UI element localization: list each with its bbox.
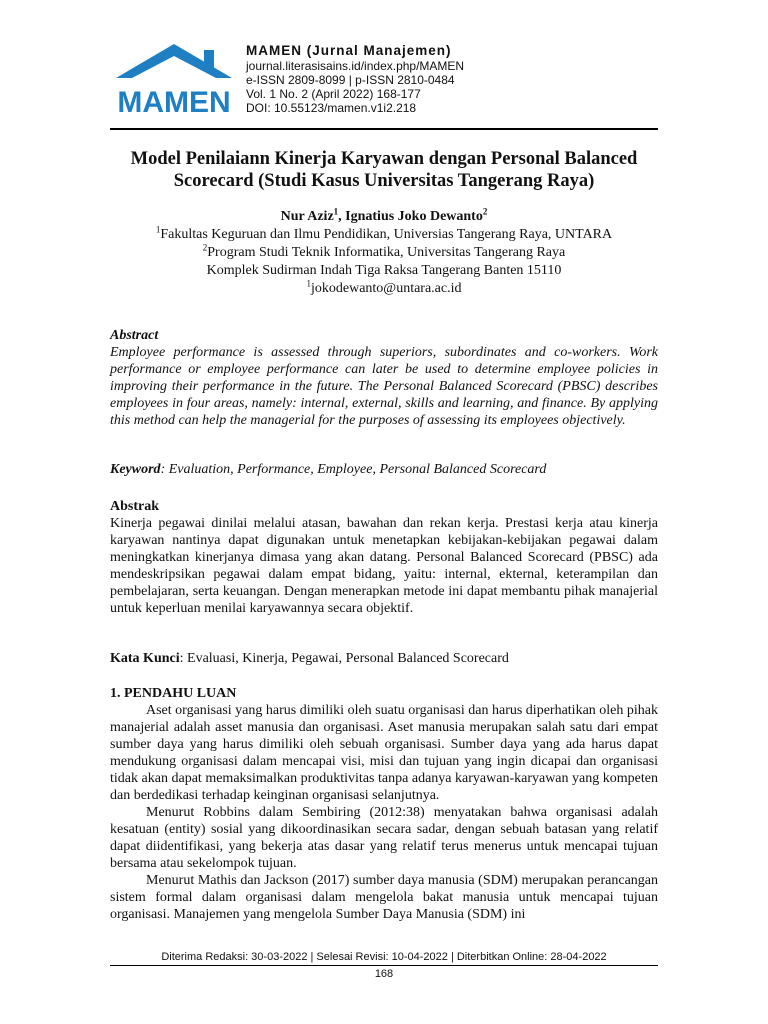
- aff2-text: Program Studi Teknik Informatika, Universitas Tangerang Raya: [207, 245, 566, 260]
- author-block: [110, 208, 658, 298]
- page-number: 168: [374, 968, 394, 980]
- aff1-text: Fakultas Keguruan dan Ilmu Pendidikan, Universias Tangerang Raya, UNTARA: [160, 227, 613, 242]
- author-separator: ,: [338, 209, 346, 224]
- affiliation-2: [110, 244, 658, 262]
- keyword-line: [110, 461, 658, 478]
- abstrak-section: [110, 498, 658, 617]
- footer-divider: [110, 965, 658, 966]
- abstrak-heading: Abstrak: [110, 499, 160, 514]
- keyword-text: : Evaluation, Performance, Employee, Personal Balanced Scorecard: [160, 462, 547, 477]
- paragraph: Menurut Mathis dan Jackson (2017) sumber daya manusia (SDM) merupakan perancangan sistem formal dalam organisasi dalam mengelola bakat manusia untuk mencapai tujuan organisasi. Manajemen yang mengelola Sumber Daya Manusia (SDM) ini: [110, 873, 658, 922]
- paper-title: [110, 148, 658, 192]
- header-divider: [110, 128, 658, 130]
- aff1-sup: 1: [155, 224, 161, 235]
- journal-name: MAMEN (Jurnal Manajemen): [246, 43, 452, 58]
- abstract-text: Employee performance is assessed through superiors, subordinates and co-workers. Work performance or employee performance can later be used to determine employee policies in improving their performance in the future. The Personal Balanced Scorecard (PBSC) describes employees in four areas, namely: internal, external, skills and learning, and finance. By applying this method can help the managerial for the purposes of assessing its employees objectively.: [110, 345, 658, 428]
- abstrak-text: Kinerja pegawai dinilai melalui atasan, bawahan dan rekan kerja. Prestasi kerja atau kinerja karyawan nantinya dapat digunakan untuk menetapkan kebijakan-kebijakan pegawai dalam meningkatkan kinerjanya dimasa yang akan datang. Personal Balanced Scorecard (PBSC) ada mendeskripsikan pegawai dalam empat bidang, yaitu: internal, ekternal, keterampilan dan pembelajaran, serta keuangan. Dengan menerapkan metode ini dapat membantu pihak manajerial untuk keperluan menilai karyawannya secara objektif.: [110, 516, 658, 616]
- keyword-label: Keyword: [110, 462, 161, 477]
- paragraph: Aset organisasi yang harus dimiliki oleh suatu organisasi dan harus diperhatikan oleh pihak manajerial adalah asset manusia dan organisasi. Aset manusia merupakan salah satu dari empat sumber daya yang harus dimiliki oleh sebuah organisasi. Sumber daya yang ada harus dapat mendukung organisasi dalam mencapai visi, misi dan tujuan yang ingin dicapai dan organisasi tidak akan dapat memaksimalkan produktivitas tanpa adanya karyawan-karyawan yang kompeten dan berdedikasi terhadap keinginan organisasi selanjutnya.: [110, 703, 658, 803]
- author-2-sup: 2: [482, 206, 488, 217]
- author-1: Nur Aziz: [280, 209, 334, 224]
- mamen-logo: [110, 40, 238, 120]
- email: [110, 280, 658, 298]
- paragraph: Menurut Robbins dalam Sembiring (2012:38) menyatakan bahwa organisasi adalah kesatuan (entity) sosial yang dikoordinasikan secara sadar, dengan sebuah batasan yang relatif dapat diidentifikasi, yang bekerja atas dasar yang relatif terus menerus untuk mencapai tujuan bersama atau sekelompok tujuan.: [110, 805, 658, 871]
- address: Komplek Sudirman Indah Tiga Raksa Tangerang Banten 15110: [206, 263, 562, 278]
- title-line: Scorecard (Studi Kasus Universitas Tangerang Raya): [173, 171, 595, 191]
- journal-url: journal.literasisains.id/index.php/MAMEN: [246, 59, 465, 73]
- house-roof-icon: [116, 44, 232, 78]
- kata-kunci-line: [110, 650, 658, 667]
- section-heading: 1. PENDAHU LUAN: [110, 686, 237, 701]
- email-sup: 1: [306, 278, 311, 289]
- journal-issn: e-ISSN 2809-8099 | p-ISSN 2810-0484: [246, 73, 455, 87]
- email-text: jokodewanto@untara.ac.id: [310, 281, 462, 296]
- author-2: Ignatius Joko Dewanto: [345, 209, 483, 224]
- journal-info: [246, 42, 464, 115]
- aff2-sup: 2: [202, 242, 208, 253]
- section-introduction: [110, 685, 658, 923]
- affiliation-1: [110, 226, 658, 244]
- abstract-section: [110, 327, 658, 429]
- logo-text: MAMEN: [117, 86, 231, 119]
- abstract-heading: Abstract: [110, 328, 159, 343]
- kata-kunci-label: Kata Kunci: [110, 651, 180, 666]
- author-names: [110, 208, 658, 226]
- author-1-sup: 1: [333, 206, 339, 217]
- submission-dates: Diterima Redaksi: 30-03-2022 | Selesai Revisi: 10-04-2022 | Diterbitkan Online: 28-04-2022: [161, 951, 607, 963]
- journal-volume: Vol. 1 No. 2 (April 2022) 168-177: [246, 87, 421, 101]
- kata-kunci-text: : Evaluasi, Kinerja, Pegawai, Personal Balanced Scorecard: [179, 651, 509, 666]
- title-line: Model Penilaiann Kinerja Karyawan dengan Personal Balanced: [130, 149, 638, 169]
- journal-doi: DOI: 10.55123/mamen.v1i2.218: [246, 101, 417, 115]
